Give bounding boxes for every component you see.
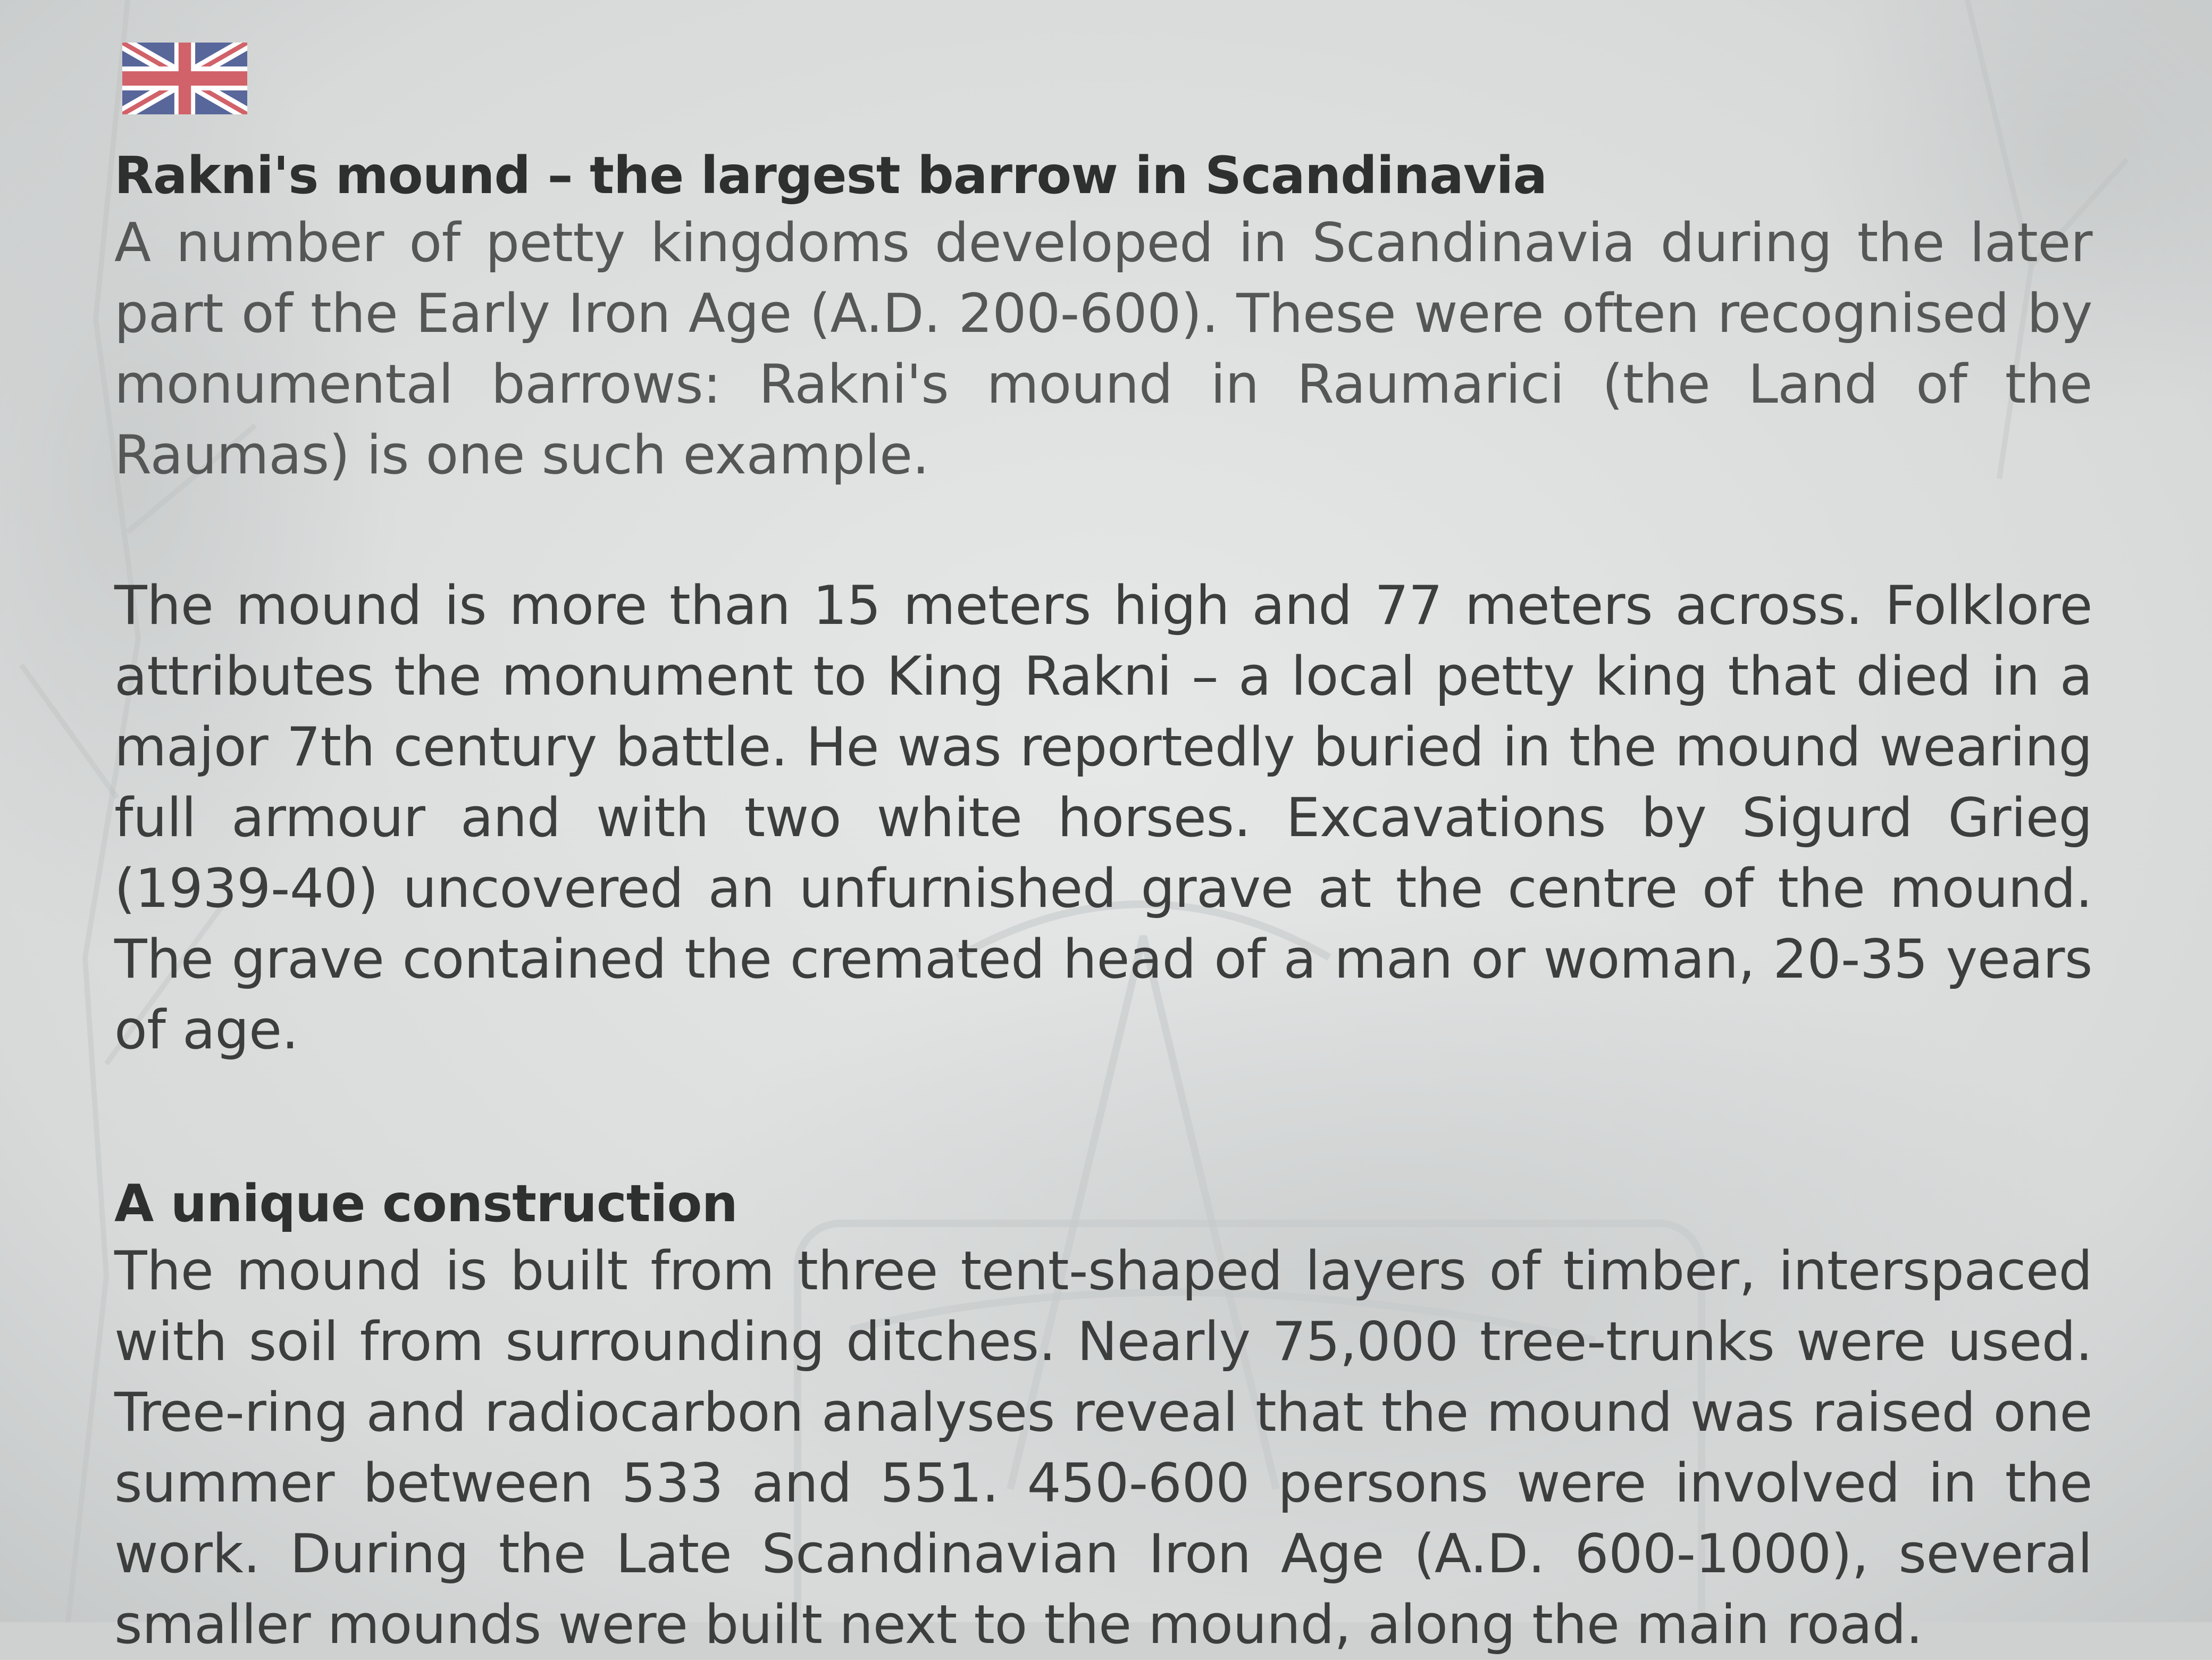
section-heading-construction: A unique construction [114, 1174, 738, 1233]
section-paragraph-intro: A number of petty kingdoms developed in Scandinavia during the later part of the Early Iron Age (A.D. 200-600). These were often recognised by monumental barrows: Rakni's mound in Raumarici (the Land of the Raumas) is one such example. [114, 211, 2092, 486]
section-paragraph-construction: The mound is built from three tent-shaped layers of timber, interspaced with soil from surrounding ditches. Nearly 75,000 tree-trunks were used. Tree-ring and radiocarbon analyses reveal that the mound was raised one summer between 533 and 551. 450-600 persons were involved in the work. During the Late Scandinavian Iron Age (A.D. 600-1000), several smaller mounds were built next to the mound, along the main road. [114, 1239, 2092, 1656]
sign-text-panel [114, 144, 2092, 1660]
uk-flag-icon [122, 43, 247, 114]
spacer [114, 1065, 2092, 1172]
spacer [114, 490, 2092, 570]
section-heading-main: Rakni's mound – the largest barrow in Scandinavia [114, 146, 1547, 205]
section-paragraph-mound: The mound is more than 15 meters high and 77 meters across. Folklore attributes the monument to King Rakni – a local petty king that died in a major 7th century battle. He was reportedly buried in the mound wearing full armour and with two white horses. Excavations by Sigurd Grieg (1939-40) uncovered an unfurnished grave at the centre of the mound. The grave contained the cremated head of a man or woman, 20-35 years of age. [114, 574, 2092, 1061]
